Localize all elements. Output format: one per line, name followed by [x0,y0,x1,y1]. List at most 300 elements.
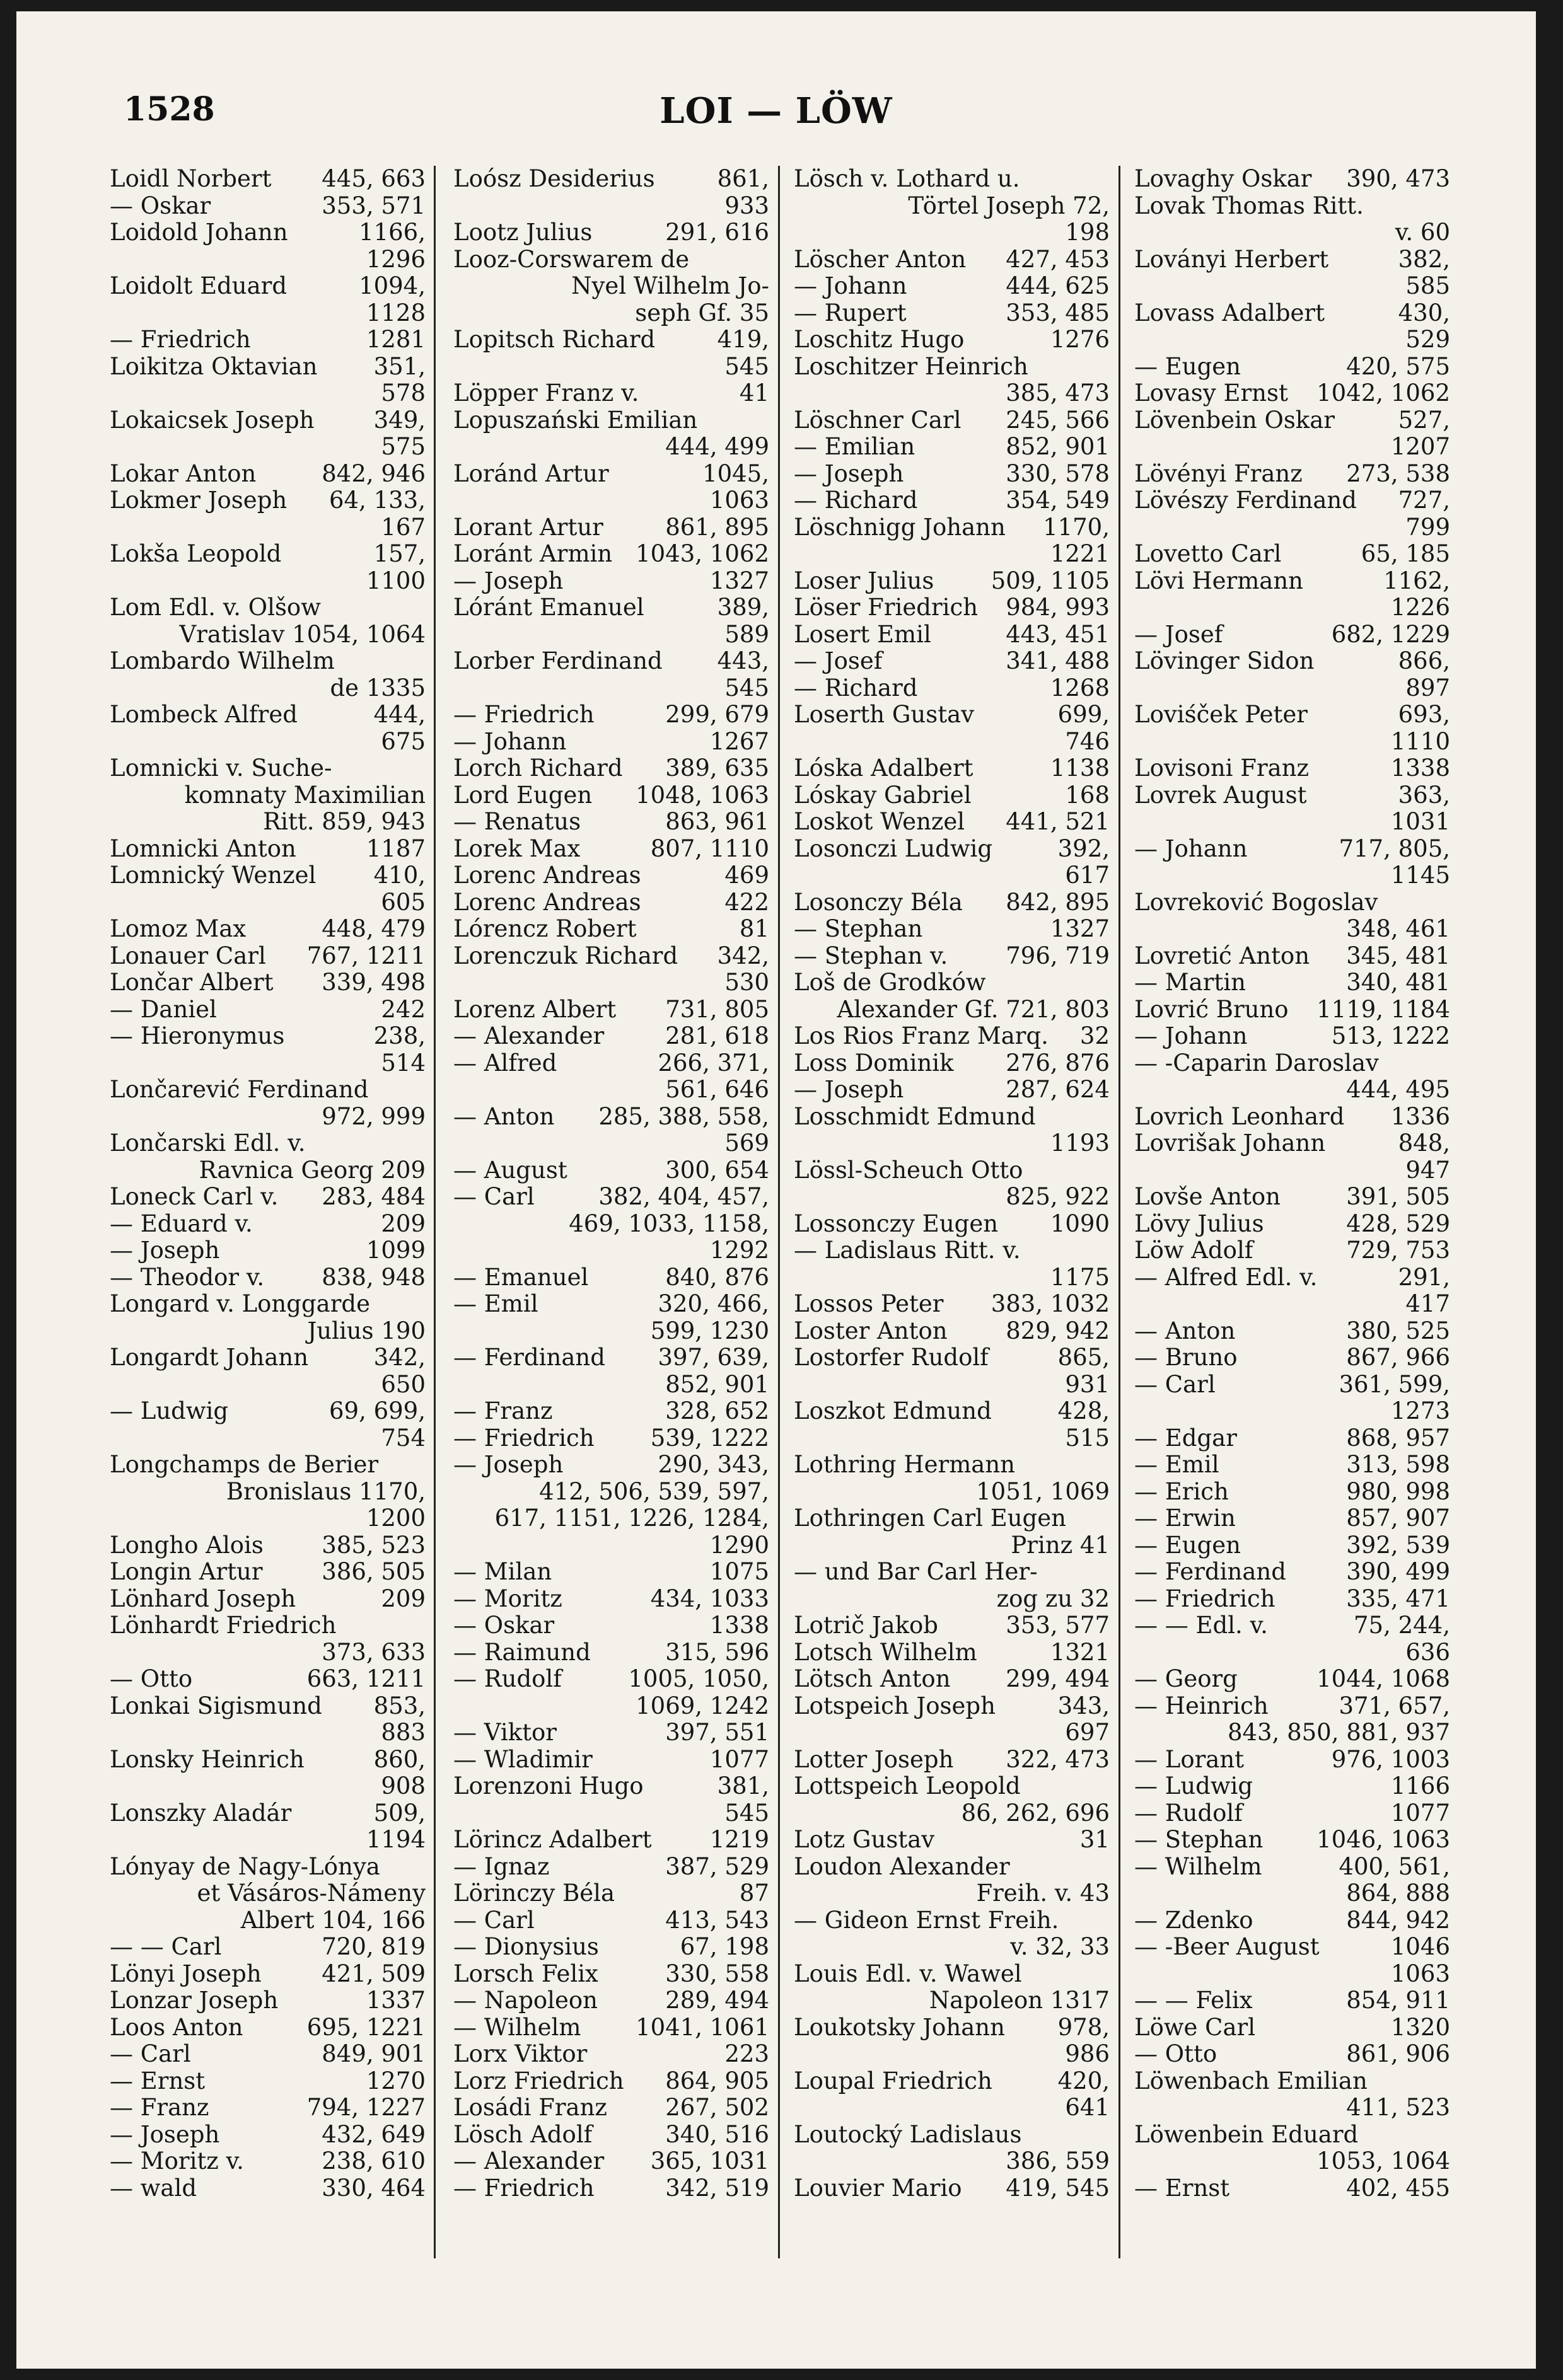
entry-continuation: 1175 [1050,1263,1110,1291]
entry-name: Lövészy Ferdinand [1134,487,1357,514]
entry-pages: 695, 1221 [306,2013,426,2041]
entry-pages: 430, [1398,299,1450,326]
entry-pages: 400, 561, [1339,1852,1450,1880]
index-entry [794,1827,1112,1854]
index-entry [110,1211,428,1238]
entry-name: Lotsch Wilhelm [794,1638,977,1666]
entry-name: — Theodor v. [110,1263,265,1291]
entry-pages: 1166, [359,219,426,246]
index-entry [1134,1211,1453,1238]
entry-continuation: Napoleon 1317 [929,1987,1110,2014]
entry-pages: 389, [717,594,769,621]
entry-continuation: 843, 850, 881, 937 [1227,1719,1450,1746]
entry-continuation: 86, 262, 696 [961,1799,1110,1827]
entry-continuation: 545 [724,674,769,702]
entry-continuation: 1290 [709,1531,769,1559]
index-entry [794,1398,1112,1425]
index-entry [110,1800,428,1827]
index-entry [453,1773,772,1800]
index-entry [453,889,772,916]
entry-continuation: Törtel Joseph 72, [908,192,1110,219]
entry-continuation: komnaty Maximilian [184,781,426,809]
index-entry [453,461,772,488]
entry-pages: 342, [373,1344,426,1371]
entry-continuation: 578 [381,379,426,407]
entry-name: — Ludwig [1134,1772,1253,1799]
index-entry [110,862,428,889]
entry-pages: 1094, [359,272,426,299]
entry-pages: 413, 543 [665,1906,769,1934]
index-entry [794,2068,1112,2095]
index-entry [110,1559,428,1586]
entry-name: Lóránt Emanuel [453,594,644,621]
entry-name: — Richard [794,487,918,514]
entry-name: Lorant Artur [453,513,603,541]
entry-pages: 1170, [1043,513,1110,541]
index-entry [1134,1773,1453,1800]
entry-continuation: 1110 [1390,727,1450,755]
entry-pages: 1044, 1068 [1316,1665,1450,1692]
entry-name: Lootz Julius [453,219,593,246]
entry-pages: 527, [1398,406,1450,434]
index-entry [1134,1800,1453,1827]
entry-pages: 320, 466, [658,1290,769,1317]
index-entry [1134,996,1453,1024]
index-entry [794,916,1112,943]
entry-pages: 209 [381,1210,426,1237]
index-entry [1134,246,1453,274]
index-entry [453,1559,772,1586]
entry-pages: 389, 635 [665,754,769,782]
index-entry [110,648,428,675]
index-entry [794,809,1112,836]
entry-name: Lovrek August [1134,781,1307,809]
entry-pages: 796, 719 [1006,942,1110,969]
entry-name: — Joseph [110,2120,220,2148]
index-entry [1134,487,1453,514]
entry-pages: 340, 516 [665,2120,769,2148]
entry-name: — Rudolf [453,1665,562,1692]
entry-name: — August [453,1156,567,1184]
index-entry [1134,2041,1453,2068]
entry-pages: 328, 652 [665,1397,769,1424]
entry-pages: 349, [373,406,426,434]
entry-pages: 469 [724,862,769,889]
entry-name: — Ferdinand [453,1344,605,1371]
index-entry [453,1666,772,1693]
entry-name: — Ludwig [110,1397,229,1424]
entry-name: — Franz [110,2094,209,2121]
index-entry [453,1934,772,1961]
index-entry [453,1425,772,1452]
entry-name: Loidold Johann [110,219,288,246]
entry-pages: 432, 649 [322,2120,426,2148]
index-entry [794,2175,1112,2202]
entry-name: Losschmidt Edmund [794,1102,1036,1130]
entry-name: Lövy Julius [1134,1210,1264,1237]
entry-pages: 365, 1031 [650,2147,769,2175]
entry-name: Loskot Wenzel [794,808,965,835]
entry-pages: 392, 539 [1346,1531,1450,1559]
entry-pages: 848, [1398,1129,1450,1157]
entry-name: — Stephan v. [794,942,948,969]
entry-name: Loutocký Ladislaus [794,2120,1022,2148]
entry-pages: 421, 509 [322,1960,426,1987]
entry-continuation: 617 [1065,862,1110,889]
entry-continuation: v. 32, 33 [1010,1933,1110,1960]
entry-pages: 861, [717,165,769,192]
entry-name: — Alfred [453,1049,557,1077]
index-entry [794,648,1112,675]
entry-name: Lötsch Anton [794,1665,951,1692]
index-entry [794,755,1112,782]
index-entry [110,594,428,621]
entry-pages: 720, 819 [322,1933,426,1960]
entry-name: Longard v. Longgarde [110,1290,370,1317]
entry-name: — Emil [1134,1451,1219,1478]
index-entry [1134,2068,1453,2095]
entry-name: — Joseph [794,1076,904,1103]
index-entry [110,1854,428,1881]
entry-name: Lomnicki Anton [110,835,296,862]
index-entry [1134,354,1453,381]
index-entry [110,193,428,220]
index-entry [1134,1344,1453,1372]
entry-name: Longin Artur [110,1558,263,1585]
entry-continuation: 198 [1065,219,1110,246]
entry-continuation: 1063 [709,487,769,514]
entry-continuation: 1100 [366,567,426,594]
entry-pages: 345, 481 [1346,942,1450,969]
index-entry [1134,1264,1453,1291]
entry-name: Lotz Gustav [794,1826,935,1853]
entry-name: — Joseph [110,1237,220,1264]
entry-pages: 539, 1222 [650,1424,769,1452]
entry-name: Löser Friedrich [794,594,979,621]
index-entry [453,1291,772,1318]
entry-pages: 868, 957 [1346,1424,1450,1452]
index-entry [794,594,1112,621]
entry-continuation: 799 [1405,513,1450,541]
entry-pages: 75, 244, [1354,1612,1450,1639]
entry-name: Lovass Adalbert [1134,299,1325,326]
entry-name: Lom Edl. v. Olšow [110,594,321,621]
entry-continuation: Ravnica Georg 209 [199,1156,426,1184]
entry-name: Loidl Norbert [110,165,272,192]
index-entry [110,1291,428,1318]
column-2 [453,166,772,2258]
entry-name: Lokša Leopold [110,540,282,567]
index-entry [110,1934,428,1961]
entry-continuation: 1207 [1390,433,1450,460]
index-entry [453,1050,772,1077]
entry-pages: 863, 961 [665,808,769,835]
entry-pages: 1337 [366,1987,426,2014]
entry-continuation: 931 [1065,1370,1110,1398]
entry-pages: 840, 876 [665,1263,769,1291]
entry-continuation: 697 [1065,1719,1110,1746]
entry-pages: 383, 1032 [991,1290,1110,1317]
entry-name: Lönyi Joseph [110,1960,262,1987]
entry-continuation: 1226 [1390,594,1450,621]
index-entry [453,166,772,193]
entry-name: Loserth Gustav [794,701,975,728]
entry-name: — -Caparin Daroslav [1134,1049,1379,1077]
column-rule [778,166,780,2258]
entry-name: Lorenc Andreas [453,888,641,916]
entry-name: Lombardo Wilhelm [110,647,335,674]
entry-pages: 299, 494 [1006,1665,1110,1692]
entry-continuation: 1296 [366,245,426,273]
entry-name: Löschner Carl [794,406,962,434]
index-entry [1134,300,1453,327]
entry-pages: 410, [373,862,426,889]
entry-pages: 276, 876 [1006,1049,1110,1077]
index-entry [794,782,1112,809]
entry-name: — Viktor [453,1719,557,1746]
index-entry [453,1961,772,1988]
index-entry [110,1586,428,1613]
entry-name: Lottspeich Leopold [794,1772,1021,1799]
entry-pages: 353, 485 [1006,299,1110,326]
entry-pages: 509, 1105 [991,567,1110,594]
entry-pages: 1119, 1184 [1316,995,1450,1023]
entry-continuation: 444, 495 [1346,1076,1450,1103]
entry-name: — Ferdinand [1134,1558,1286,1585]
entry-name: — Bruno [1134,1344,1238,1371]
entry-pages: 513, 1222 [1331,1022,1450,1049]
running-title: LOI — LÖW [659,90,893,132]
index-entry [453,2014,772,2042]
entry-name: — Carl [453,1906,535,1934]
entry-pages: 443, 451 [1006,620,1110,648]
entry-name: Lóska Adalbert [794,754,973,782]
entry-name: Lothringen Carl Eugen [794,1505,1066,1532]
entry-name: Loványi Herbert [1134,245,1329,273]
index-entry [110,1264,428,1291]
index-entry [453,1586,772,1613]
index-entry [110,1237,428,1264]
entry-pages: 829, 942 [1006,1317,1110,1344]
index-entry [794,300,1112,327]
entry-pages: 391, 505 [1346,1183,1450,1210]
entry-pages: 1077 [1390,1799,1450,1827]
index-entry [110,166,428,193]
index-entry [794,166,1112,193]
entry-name: Lossos Peter [794,1290,944,1317]
entry-name: — Johann [1134,1022,1248,1049]
index-entry [110,1693,428,1720]
entry-continuation: 530 [724,969,769,996]
entry-name: Loudon Alexander [794,1852,1010,1880]
entry-pages: 857, 907 [1346,1505,1450,1532]
entry-name: Longho Alois [110,1531,264,1559]
entry-continuation: zog zu 32 [996,1585,1110,1612]
entry-name: Lovetto Carl [1134,540,1282,567]
entry-name: — Heinrich [1134,1692,1269,1719]
index-entry [1134,1023,1453,1050]
entry-pages: 65, 185 [1361,540,1450,567]
index-entry [1134,1907,1453,1934]
index-entry [794,568,1112,595]
index-entry [110,2014,428,2042]
entry-pages: 727, [1398,487,1450,514]
entry-name: Loos Anton [110,2013,243,2041]
entry-pages: 807, 1110 [650,835,769,862]
index-entry [453,916,772,943]
entry-continuation: 599, 1230 [650,1317,769,1344]
index-entry [794,621,1112,649]
entry-continuation: 569 [724,1129,769,1157]
entry-name: Longardt Johann [110,1344,309,1371]
index-entry [110,219,428,246]
entry-name: Lörincz Adalbert [453,1826,652,1853]
entry-pages: 980, 998 [1346,1477,1450,1505]
index-entry [794,943,1112,970]
entry-continuation: 386, 559 [1006,2147,1110,2175]
entry-name: Lovretić Anton [1134,942,1310,969]
index-entry [1134,1237,1453,1264]
index-entry [794,1211,1112,1238]
entry-continuation: 864, 888 [1346,1880,1450,1907]
entry-name: — — Edl. v. [1134,1612,1268,1639]
index-entry [1134,1104,1453,1131]
entry-name: Loósz Desiderius [453,165,655,192]
entry-name: Löw Adolf [1134,1237,1253,1264]
entry-name: — Edgar [1134,1424,1237,1452]
entry-name: — Anton [1134,1317,1236,1344]
entry-pages: 978, [1057,2013,1110,2041]
index-entry [453,1827,772,1854]
entry-name: Lösch Adolf [453,2120,593,2148]
index-entry [1134,1854,1453,1881]
entry-pages: 849, 901 [322,2040,426,2067]
entry-pages: 382, 404, 457, [598,1183,769,1210]
entry-name: — Rupert [794,299,907,326]
entry-name: Lövi Hermann [1134,567,1303,594]
entry-pages: 444, 625 [1006,272,1110,299]
entry-name: Lomoz Max [110,915,247,942]
entry-name: Lórencz Robert [453,915,637,942]
entry-pages: 693, [1398,701,1450,728]
entry-pages: 422 [724,888,769,916]
index-entry [1134,1452,1453,1479]
entry-pages: 1187 [366,835,426,862]
entry-name: Lorz Friedrich [453,2067,624,2094]
entry-pages: 428, [1057,1397,1110,1424]
index-entry [453,1264,772,1291]
index-entry [1134,1130,1453,1157]
entry-pages: 444, [373,701,426,728]
entry-pages: 363, [1398,781,1450,809]
entry-continuation: Nyel Wilhelm Jo- [571,272,769,299]
entry-name: — Franz [453,1397,553,1424]
entry-pages: 861, 895 [665,513,769,541]
index-entry [453,514,772,541]
entry-name: Loss Dominik [794,1049,954,1077]
entry-name: Lorenczuk Richard [453,942,678,969]
index-entry [1134,755,1453,782]
entry-pages: 443, [717,647,769,674]
entry-name: Lopuszański Emilian [453,406,698,434]
entry-continuation: 529 [1405,326,1450,353]
entry-pages: 386, 505 [322,1558,426,1585]
index-entry [1134,2014,1453,2042]
entry-continuation: Freih. v. 43 [976,1880,1110,1907]
entry-name: — Ernst [110,2067,206,2094]
index-entry [1134,943,1453,970]
entry-pages: 445, 663 [322,165,426,192]
entry-pages: 1338 [1390,754,1450,782]
page-number: 1528 [124,90,215,129]
index-entry [110,1747,428,1774]
entry-pages: 402, 455 [1346,2174,1450,2202]
entry-continuation: 897 [1405,674,1450,702]
entry-name: Lövényi Franz [1134,459,1303,487]
entry-name: Los Rios Franz Marq. [794,1022,1049,1049]
entry-continuation: 883 [381,1719,426,1746]
entry-pages: 731, 805 [665,995,769,1023]
entry-continuation: 1273 [1390,1397,1450,1424]
entry-name: Löwe Carl [1134,2013,1256,2041]
entry-pages: 1075 [709,1558,769,1585]
entry-continuation: 515 [1065,1424,1110,1452]
index-entry [453,2068,772,2095]
entry-pages: 81 [739,915,769,942]
index-entry [453,862,772,889]
entry-pages: 1320 [1390,2013,1450,2041]
entry-continuation: Prinz 41 [1011,1531,1110,1559]
entry-continuation: 1069, 1242 [636,1692,769,1719]
entry-pages: 69, 699, [329,1397,426,1424]
entry-name: — Emilian [794,433,915,460]
entry-pages: 1043, 1062 [636,540,769,567]
index-entry [110,996,428,1024]
entry-pages: 1219 [709,1826,769,1853]
entry-name: — Napoleon [453,1987,598,2014]
index-entry [794,1907,1112,1934]
index-entry [1134,621,1453,649]
entry-name: — Moritz v. [110,2147,244,2175]
index-entry [794,1666,1112,1693]
index-entry [110,2148,428,2175]
index-entry [453,1987,772,2014]
entry-continuation: Julius 190 [307,1317,426,1344]
entry-name: Lónyay de Nagy-Lónya [110,1852,380,1880]
index-entry [1134,1184,1453,1211]
entry-pages: 864, 905 [665,2067,769,2094]
entry-continuation: 373, 633 [322,1638,426,1666]
index-entry [794,1773,1112,1800]
index-entry [794,1961,1112,1988]
entry-name: — Renatus [453,808,581,835]
index-entry [1134,2122,1453,2149]
entry-name: Lončar Albert [110,969,274,996]
index-entry [794,1854,1112,1881]
entry-continuation: 589 [724,620,769,648]
entry-name: Loszkot Edmund [794,1397,992,1424]
index-columns [110,166,1485,2258]
entry-name: — Friedrich [1134,1585,1275,1612]
entry-name: — Gideon Ernst Freih. [794,1906,1059,1934]
entry-name: — Joseph [453,567,564,594]
entry-pages: 87 [739,1880,769,1907]
entry-name: Loster Anton [794,1317,948,1344]
entry-continuation: 852, 901 [665,1370,769,1398]
entry-pages: 448, 479 [322,915,426,942]
entry-name: — Rudolf [1134,1799,1243,1827]
entry-name: — Eugen [1134,1531,1241,1559]
